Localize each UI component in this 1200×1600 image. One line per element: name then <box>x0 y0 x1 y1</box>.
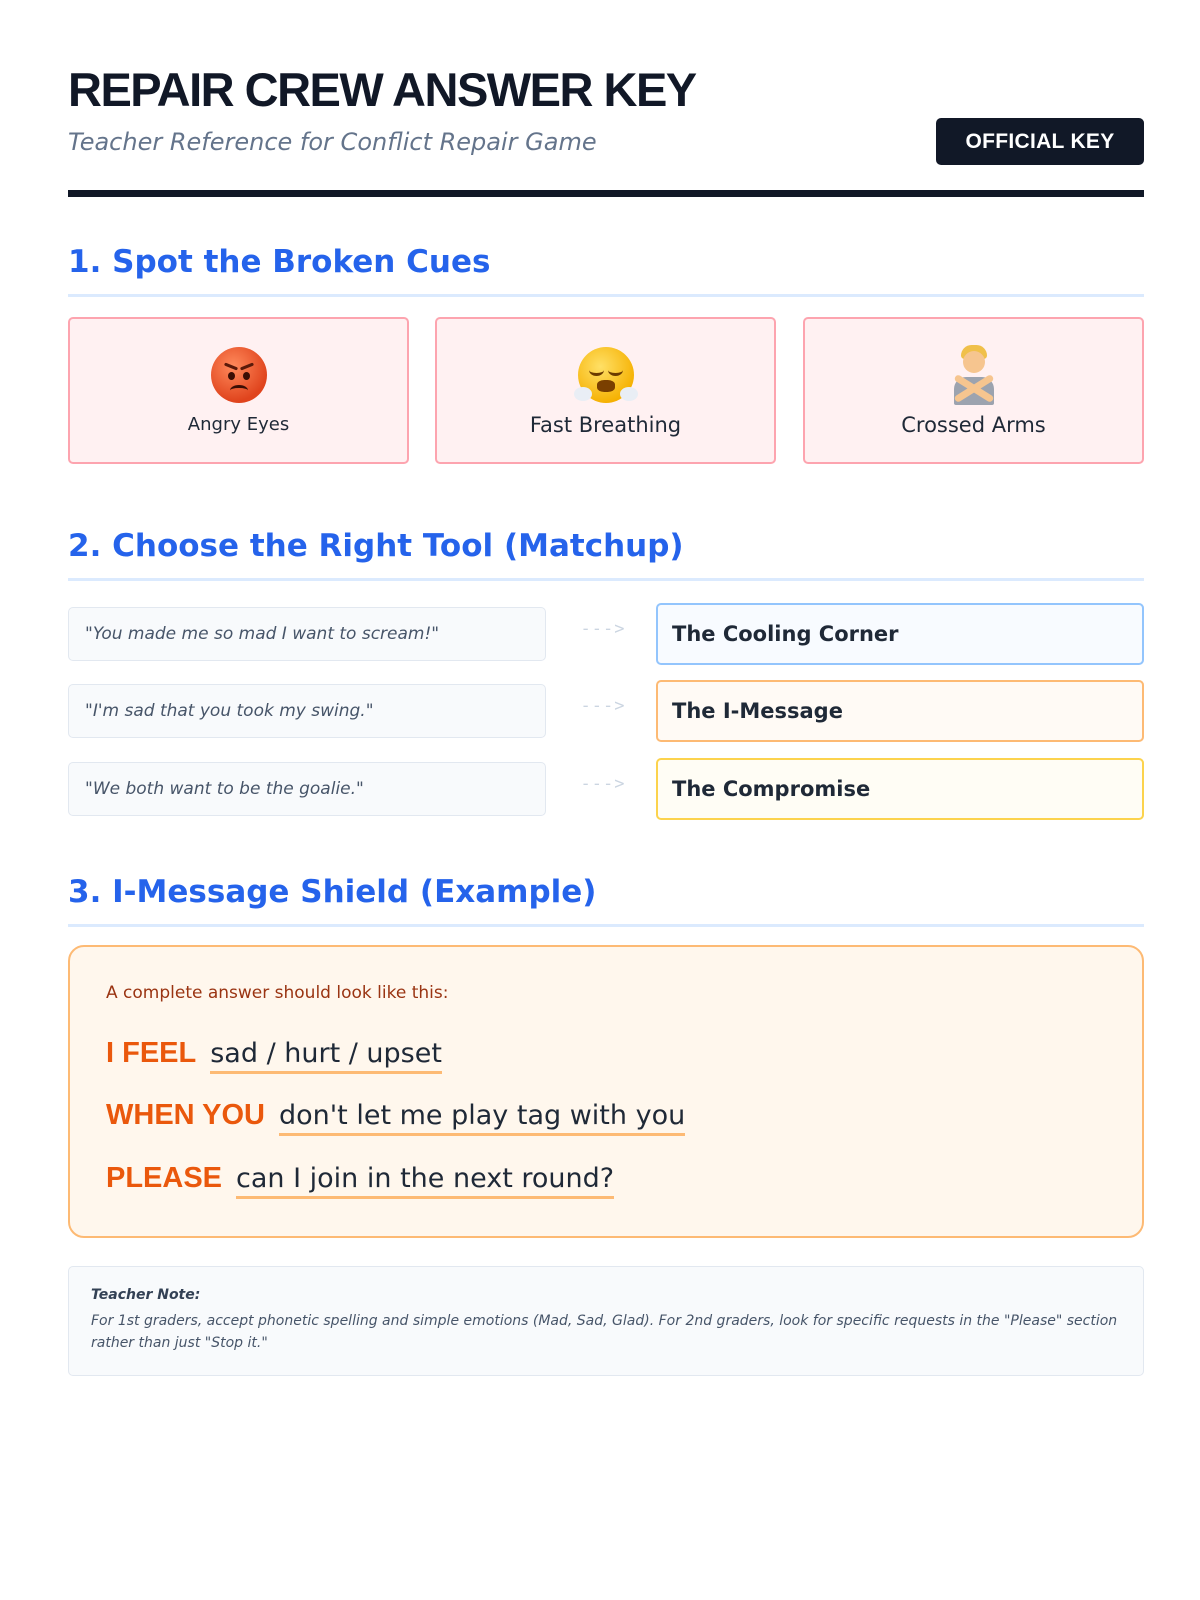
shield-value: don't let me play tag with you <box>279 1100 685 1136</box>
huffing-face-icon <box>437 342 774 403</box>
section-heading-matchup: 2. Choose the Right Tool (Matchup) <box>68 528 684 564</box>
arrow-connector: ---> <box>580 619 626 639</box>
shield-key: PLEASE <box>106 1162 223 1194</box>
section-heading-shield: 3. I-Message Shield (Example) <box>68 874 597 910</box>
angry-face-icon <box>70 342 407 403</box>
page-title: REPAIR CREW ANSWER KEY <box>68 63 696 116</box>
quote-box: "We both want to be the goalie." <box>68 762 546 816</box>
quote-box: "I'm sad that you took my swing." <box>68 684 546 738</box>
shield-intro: A complete answer should look like this: <box>106 983 449 1003</box>
arrow-connector: ---> <box>580 696 626 716</box>
shield-line-feel <box>106 1037 442 1074</box>
crossed-arms-person-icon <box>805 342 1142 405</box>
teacher-note-body: For 1st graders, accept phonetic spelling and simple emotions (Mad, Sad, Glad). For 2nd graders, look for specific requests in the "Please" section rather than just "Stop it." <box>91 1313 1118 1351</box>
cue-cards <box>68 317 1144 468</box>
quote-box: "You made me so mad I want to scream!" <box>68 607 546 661</box>
section-divider-shield <box>68 924 1144 927</box>
matchup-row <box>68 758 1144 820</box>
matchup-row <box>68 603 1144 665</box>
shield-key: WHEN YOU <box>106 1099 265 1131</box>
shield-key: I FEEL <box>106 1037 197 1069</box>
matchup-row <box>68 680 1144 742</box>
section-divider-matchup <box>68 578 1144 581</box>
header-divider <box>68 190 1144 197</box>
tool-box: The I-Message <box>656 680 1144 742</box>
cue-card-fast-breathing <box>435 317 776 464</box>
official-key-badge: OFFICIAL KEY <box>936 118 1144 165</box>
section-heading-cues: 1. Spot the Broken Cues <box>68 244 491 280</box>
shield-value: sad / hurt / upset <box>210 1038 442 1074</box>
teacher-note-title: Teacher Note: <box>91 1287 201 1303</box>
shield-line-when <box>106 1099 685 1136</box>
shield-value: can I join in the next round? <box>236 1163 614 1199</box>
section-divider-cues <box>68 294 1144 297</box>
page-subtitle: Teacher Reference for Conflict Repair Game <box>68 128 597 156</box>
cue-label: Fast Breathing <box>529 413 682 437</box>
tool-box: The Cooling Corner <box>656 603 1144 665</box>
i-message-shield <box>68 945 1144 1238</box>
cue-label: Crossed Arms <box>901 413 1046 437</box>
page-header <box>68 62 1144 198</box>
cue-card-angry-eyes <box>68 317 409 464</box>
cue-card-crossed-arms <box>803 317 1144 464</box>
shield-line-please <box>106 1162 614 1199</box>
tool-box: The Compromise <box>656 758 1144 820</box>
cue-label: Angry Eyes <box>187 414 290 435</box>
arrow-connector: ---> <box>580 774 626 794</box>
teacher-note <box>68 1266 1144 1376</box>
